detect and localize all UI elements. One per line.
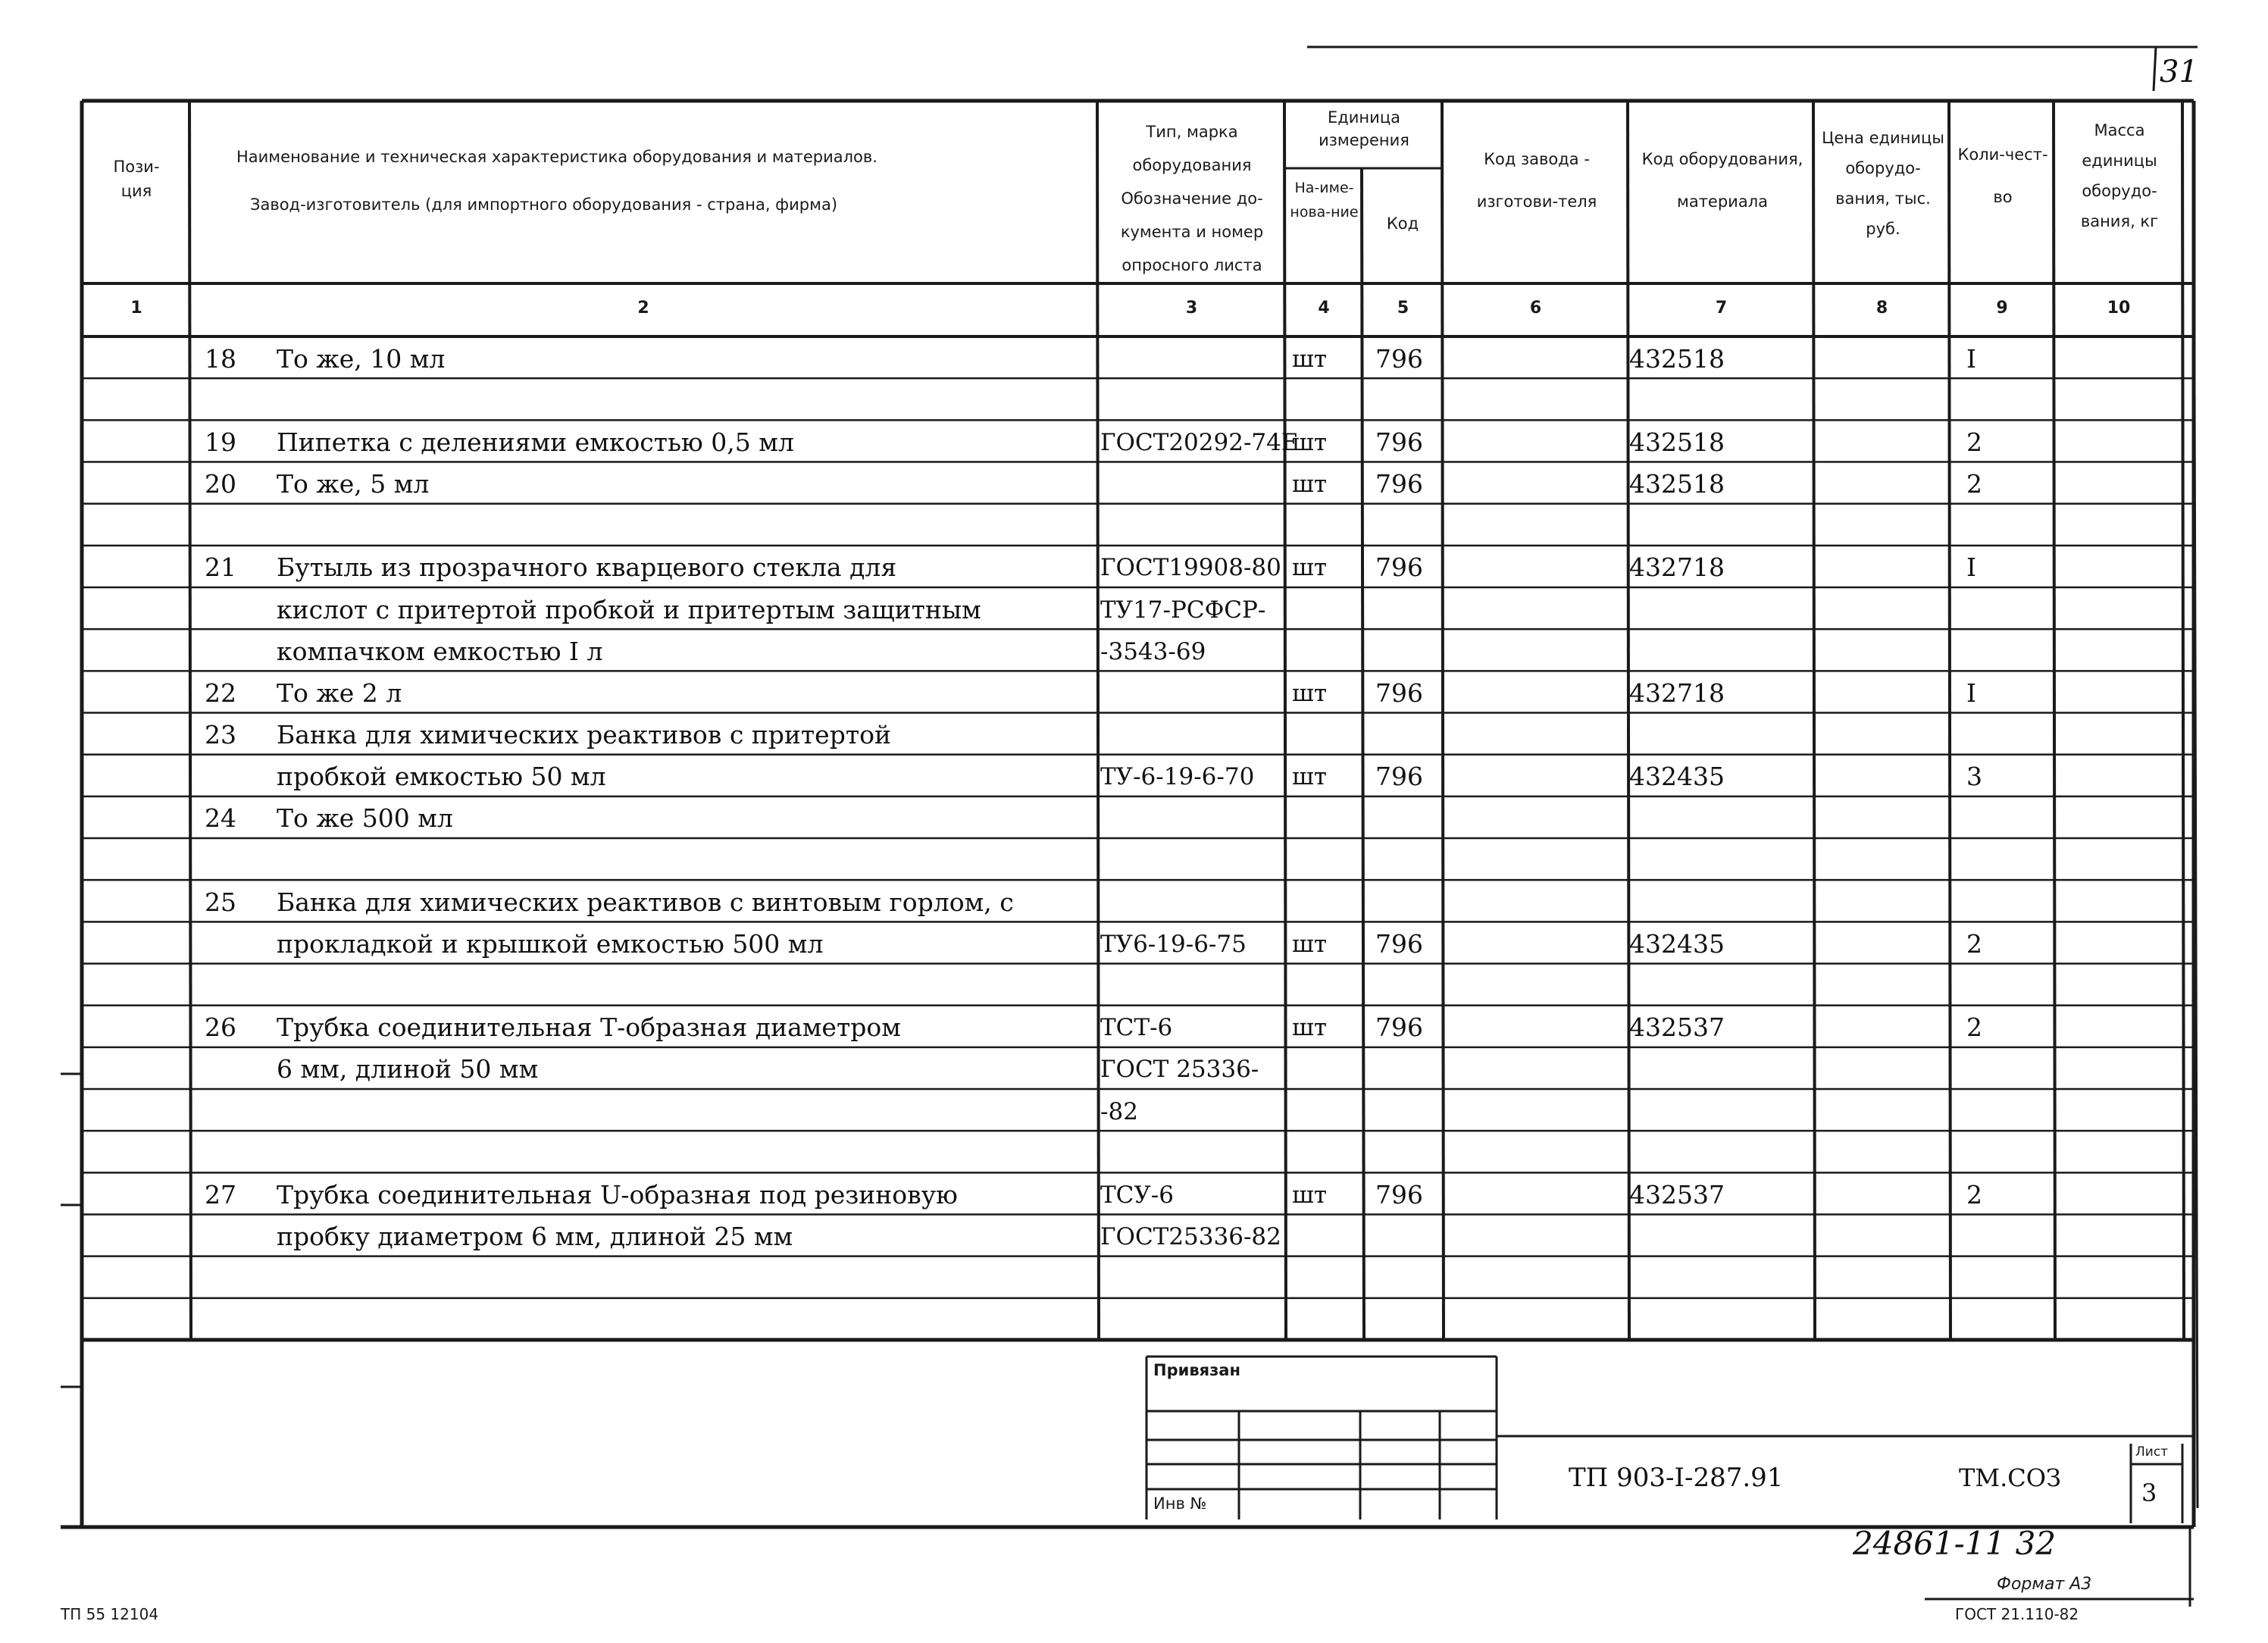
cell-code: 796 <box>1375 678 1423 708</box>
col-number-5: 5 <box>1397 299 1409 318</box>
cell-doc: -82 <box>1100 1097 1138 1125</box>
col-number-3: 3 <box>1185 299 1198 318</box>
cell-qty: I <box>1966 552 1977 583</box>
cell-unit: шт <box>1292 763 1327 791</box>
cell-unit: шт <box>1292 679 1327 707</box>
header-col-position: Пози- ция <box>113 158 160 200</box>
cell-material: 432435 <box>1629 928 1725 959</box>
header-col-type: Тип, марка оборудования Обозначение до-кумента и номер опросного листа <box>1120 123 1264 274</box>
header-col-material-code: Код оборудования, материала <box>1641 150 1803 211</box>
cell-unit: шт <box>1292 554 1327 582</box>
header-col-unit-group: Единица измерения <box>1319 108 1409 149</box>
col-number-6: 6 <box>1529 299 1542 318</box>
cell-doc: ГОСТ25336-82 <box>1100 1223 1281 1251</box>
cell-name: кислот с притертой пробкой и притертым защитным <box>277 594 981 624</box>
header-col-factory-code: Код завода - изготови-теля <box>1476 150 1597 211</box>
format-label: Формат А3 <box>1997 1575 2092 1594</box>
cell-unit: шт <box>1292 345 1327 373</box>
header-col-name-line1: Наименование и техническая характеристика оборудования и материалов. <box>236 148 877 166</box>
cell-doc: ТСУ-6 <box>1100 1181 1174 1209</box>
cell-code: 796 <box>1375 469 1423 499</box>
cell-qty: 2 <box>1966 1179 1982 1210</box>
cell-unit: шт <box>1292 1014 1327 1042</box>
cell-unit: шт <box>1292 471 1327 499</box>
col-number-7: 7 <box>1715 299 1728 318</box>
cell-name: Банка для химических реактивов с притертой <box>277 720 891 750</box>
cell-name: компачком емкостью I л <box>277 636 603 666</box>
cell-material: 432518 <box>1629 469 1725 499</box>
cell-code: 796 <box>1375 343 1423 374</box>
cell-doc: ГОСТ 25336- <box>1100 1056 1259 1084</box>
cell-name: Пипетка с делениями емкостью 0,5 мл <box>277 427 794 457</box>
cell-material: 432718 <box>1629 678 1725 708</box>
cell-doc: ГОСТ19908-80 <box>1100 554 1281 582</box>
header-col-price: Цена единицы оборудо-вания, тыс. руб. <box>1822 129 1944 238</box>
cell-pos: 20 <box>205 469 236 499</box>
header-col-unit-name: На-име-нова-ние <box>1290 180 1359 221</box>
col-number-4: 4 <box>1318 299 1330 318</box>
cell-pos: 22 <box>205 678 236 708</box>
cell-qty: 2 <box>1966 427 1982 457</box>
cell-unit: шт <box>1292 428 1327 456</box>
col-number-8: 8 <box>1875 299 1888 318</box>
cell-code: 796 <box>1375 928 1423 959</box>
cell-name: Банка для химических реактивов с винтовым горлом, с <box>277 887 1014 917</box>
cell-code: 796 <box>1375 762 1423 792</box>
cell-qty: 2 <box>1966 1012 1982 1043</box>
header-col-mass: Масса единицы оборудо-вания, кг <box>2080 121 2159 230</box>
cell-pos: 27 <box>205 1179 236 1210</box>
cell-material: 432718 <box>1629 552 1725 583</box>
cell-material: 432518 <box>1629 427 1725 457</box>
header-col-name-line2: Завод-изготовитель (для импортного оборудования - страна, фирма) <box>250 196 838 214</box>
stamp-privyazan: Привязан <box>1153 1361 1240 1379</box>
cell-unit: шт <box>1292 1181 1327 1209</box>
cell-name: пробкой емкостью 50 мл <box>277 762 606 792</box>
cell-name: Бутыль из прозрачного кварцевого стекла для <box>277 552 897 583</box>
col-number-9: 9 <box>1996 299 2008 318</box>
col-number-10: 10 <box>2107 299 2131 318</box>
cell-name: То же, 10 мл <box>277 343 446 374</box>
cell-pos: 21 <box>205 552 236 583</box>
cell-code: 796 <box>1375 1179 1423 1210</box>
col-number-1: 1 <box>130 299 142 318</box>
left-code: ТП 55 12104 <box>61 1605 159 1623</box>
cell-pos: 23 <box>205 720 236 750</box>
stamp-project-code: ТП 903-I-287.91 <box>1569 1463 1784 1493</box>
cell-doc: ТУ-6-19-6-70 <box>1100 763 1255 791</box>
cell-name: Трубка соединительная U-образная под резиновую <box>277 1179 958 1210</box>
cell-code: 796 <box>1375 552 1423 583</box>
cell-qty: 2 <box>1966 928 1982 959</box>
cell-name: То же 2 л <box>277 678 402 708</box>
cell-material: 432537 <box>1629 1179 1725 1210</box>
cell-qty: 3 <box>1966 762 1982 792</box>
header-col-quantity: Коли-чест-во <box>1957 146 2048 206</box>
cell-pos: 19 <box>205 427 236 457</box>
page-number: 31 <box>2160 55 2198 89</box>
cell-doc: -3543-69 <box>1100 637 1206 665</box>
stamp-inv-no: Инв № <box>1153 1494 1207 1513</box>
cell-pos: 25 <box>205 887 236 917</box>
right-code: ГОСТ 21.110-82 <box>1955 1605 2079 1623</box>
cell-name: 6 мм, длиной 50 мм <box>277 1054 539 1084</box>
cell-pos: 24 <box>205 803 236 834</box>
stamp-list-number: 3 <box>2141 1479 2157 1507</box>
cell-qty: I <box>1966 678 1977 708</box>
header-col-unit-code: Код <box>1386 214 1419 233</box>
cell-material: 432537 <box>1629 1012 1725 1043</box>
cell-material: 432518 <box>1629 343 1725 374</box>
cell-code: 796 <box>1375 427 1423 457</box>
inventory-handwritten: 24861-11 32 <box>1853 1525 2057 1562</box>
cell-qty: I <box>1966 343 1977 374</box>
cell-code: 796 <box>1375 1012 1423 1043</box>
cell-qty: 2 <box>1966 469 1982 499</box>
cell-pos: 18 <box>205 343 236 374</box>
cell-name: пробку диаметром 6 мм, длиной 25 мм <box>277 1222 793 1252</box>
cell-doc: ТУ17-РСФСР- <box>1100 596 1266 624</box>
cell-name: Трубка соединительная Т-образная диаметром <box>277 1012 901 1043</box>
cell-unit: шт <box>1292 930 1327 958</box>
cell-name: То же, 5 мл <box>277 469 430 499</box>
cell-pos: 26 <box>205 1012 236 1043</box>
cell-doc: ТСТ-6 <box>1100 1014 1173 1042</box>
cell-material: 432435 <box>1629 762 1725 792</box>
cell-name: То же 500 мл <box>277 803 453 834</box>
cell-doc: ТУ6-19-6-75 <box>1100 930 1247 958</box>
col-number-2: 2 <box>637 299 649 318</box>
cell-doc: ГОСТ20292-74Е <box>1100 428 1299 456</box>
stamp-list-label: Лист <box>2135 1444 2169 1460</box>
cell-name: прокладкой и крышкой емкостью 500 мл <box>277 928 824 959</box>
stamp-drawing-code: ТМ.СОЗ <box>1959 1463 2061 1492</box>
